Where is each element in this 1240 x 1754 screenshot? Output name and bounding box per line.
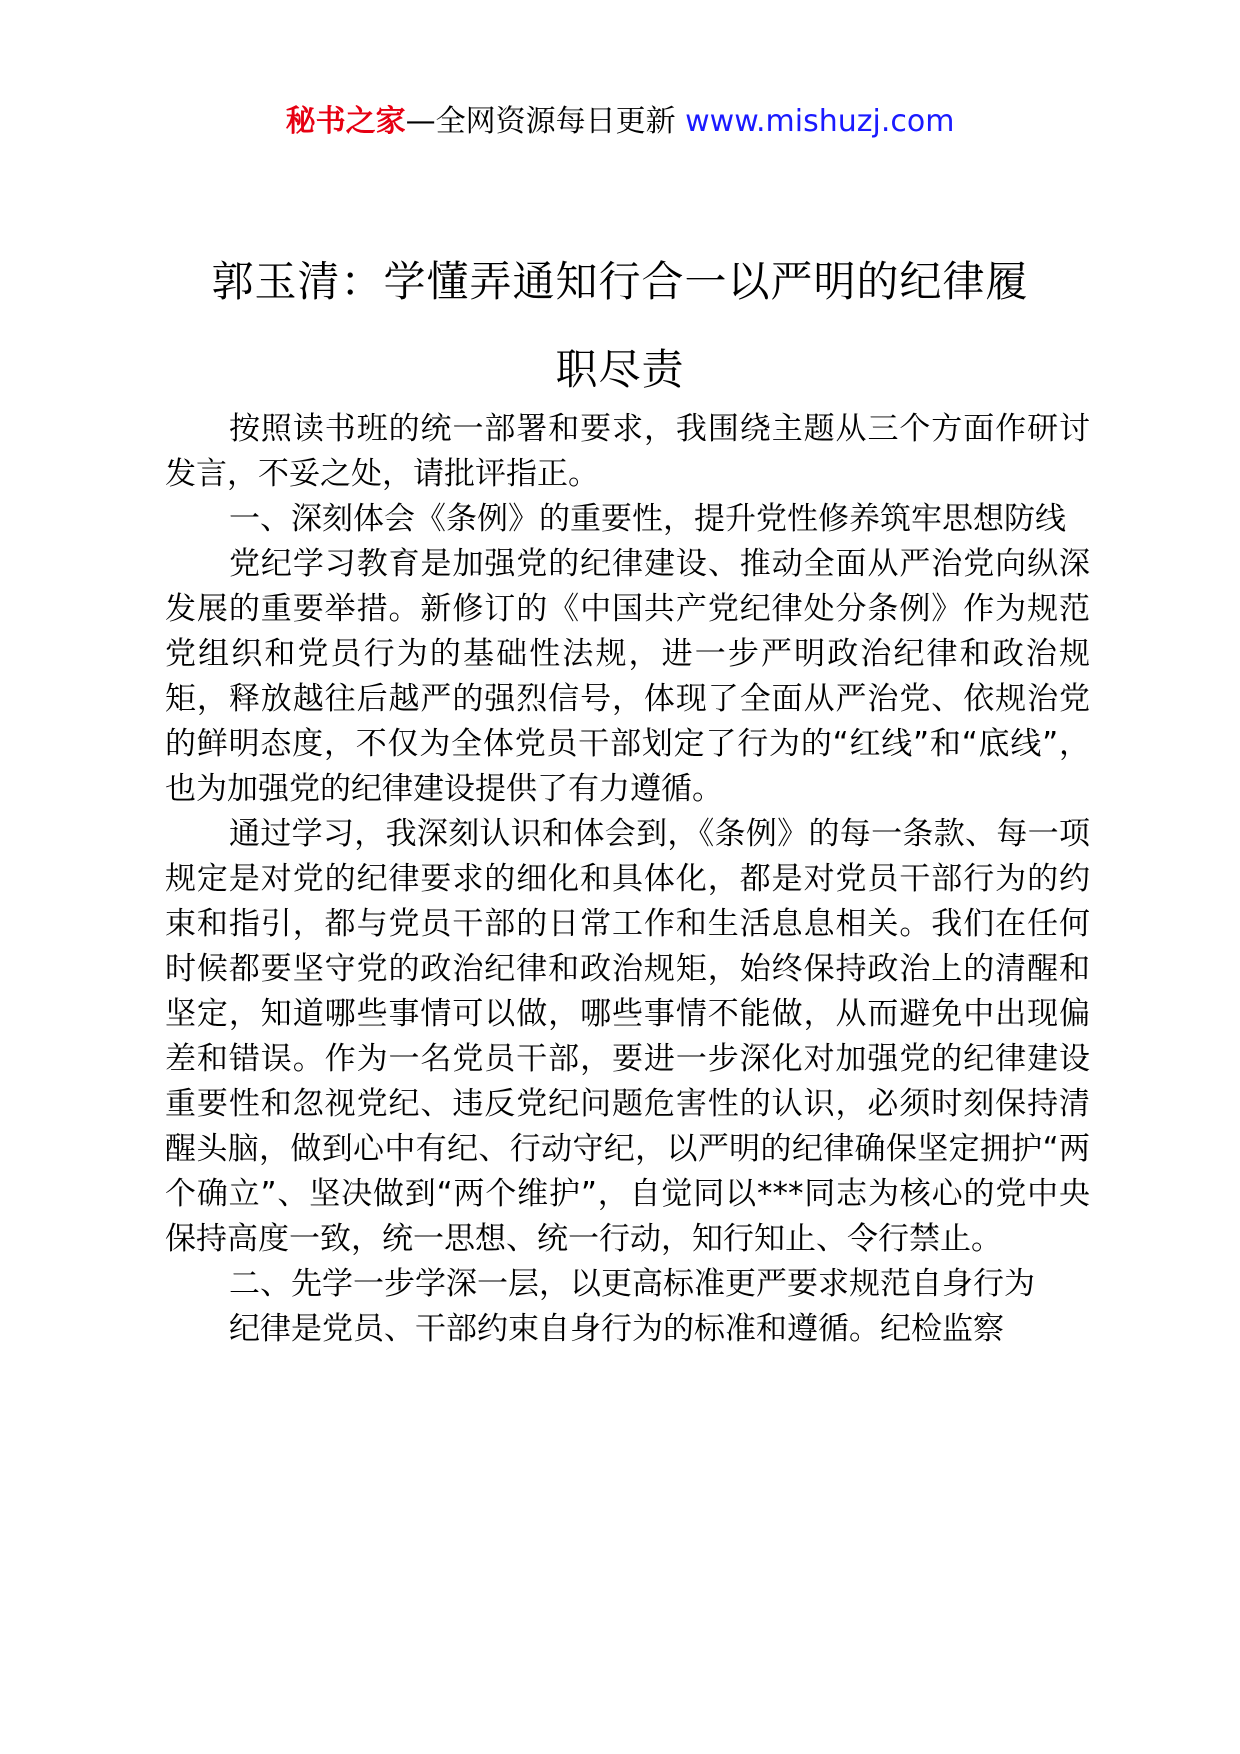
site-header	[0, 100, 1240, 144]
article-title	[160, 238, 1080, 414]
site-url-link[interactable]: www.mishuzj.com	[685, 104, 955, 139]
article-title-line-1: 郭玉清：学懂弄通知行合一以严明的纪律履	[211, 257, 1029, 306]
site-brand: 秘书之家	[285, 104, 406, 139]
article-body	[165, 407, 1090, 1352]
paragraph-intro: 按照读书班的统一部署和要求，我围绕主题从三个方面作研讨发言，不妥之处，请批评指正。	[165, 411, 1090, 492]
site-tagline: —全网资源每日更新	[405, 104, 676, 139]
section-heading-2: 二、先学一步学深一层，以更高标准更严要求规范自身行为	[229, 1266, 1035, 1302]
section-heading-1: 一、深刻体会《条例》的重要性，提升党性修养筑牢思想防线	[229, 501, 1066, 537]
paragraph: 通过学习，我深刻认识和体会到，《条例》的每一条款、每一项规定是对党的纪律要求的细化和具体化，都是对党员干部行为的约束和指引，都与党员干部的日常工作和生活息息相关。我们在任何时候都要坚守党的政治纪律和政治规矩，始终保持政治上的清醒和坚定，知道哪些事情可以做，哪些事情不能做，从而避免中出现偏差和错误。作为一名党员干部，要进一步深化对加强党的纪律建设重要性和忽视党纪、违反党纪问题危害性的认识，必须时刻保持清醒头脑，做到心中有纪、行动守纪，以严明的纪律确保坚定拥护“两个确立”、坚决做到“两个维护”，自觉同以***同志为核心的党中央保持高度一致，统一思想、统一行动，知行知止、令行禁止。	[165, 816, 1090, 1257]
paragraph: 纪律是党员、干部约束自身行为的标准和遵循。纪检监察	[229, 1311, 1004, 1347]
paragraph: 党纪学习教育是加强党的纪律建设、推动全面从严治党向纵深发展的重要举措。新修订的《中国共产党纪律处分条例》作为规范党组织和党员行为的基础性法规，进一步严明政治纪律和政治规矩，释放越往后越严的强烈信号，体现了全面从严治党、依规治党的鲜明态度，不仅为全体党员干部划定了行为的“红线”和“底线”，也为加强党的纪律建设提供了有力遵循。	[165, 546, 1090, 807]
article-title-line-2: 职尽责	[555, 345, 685, 394]
